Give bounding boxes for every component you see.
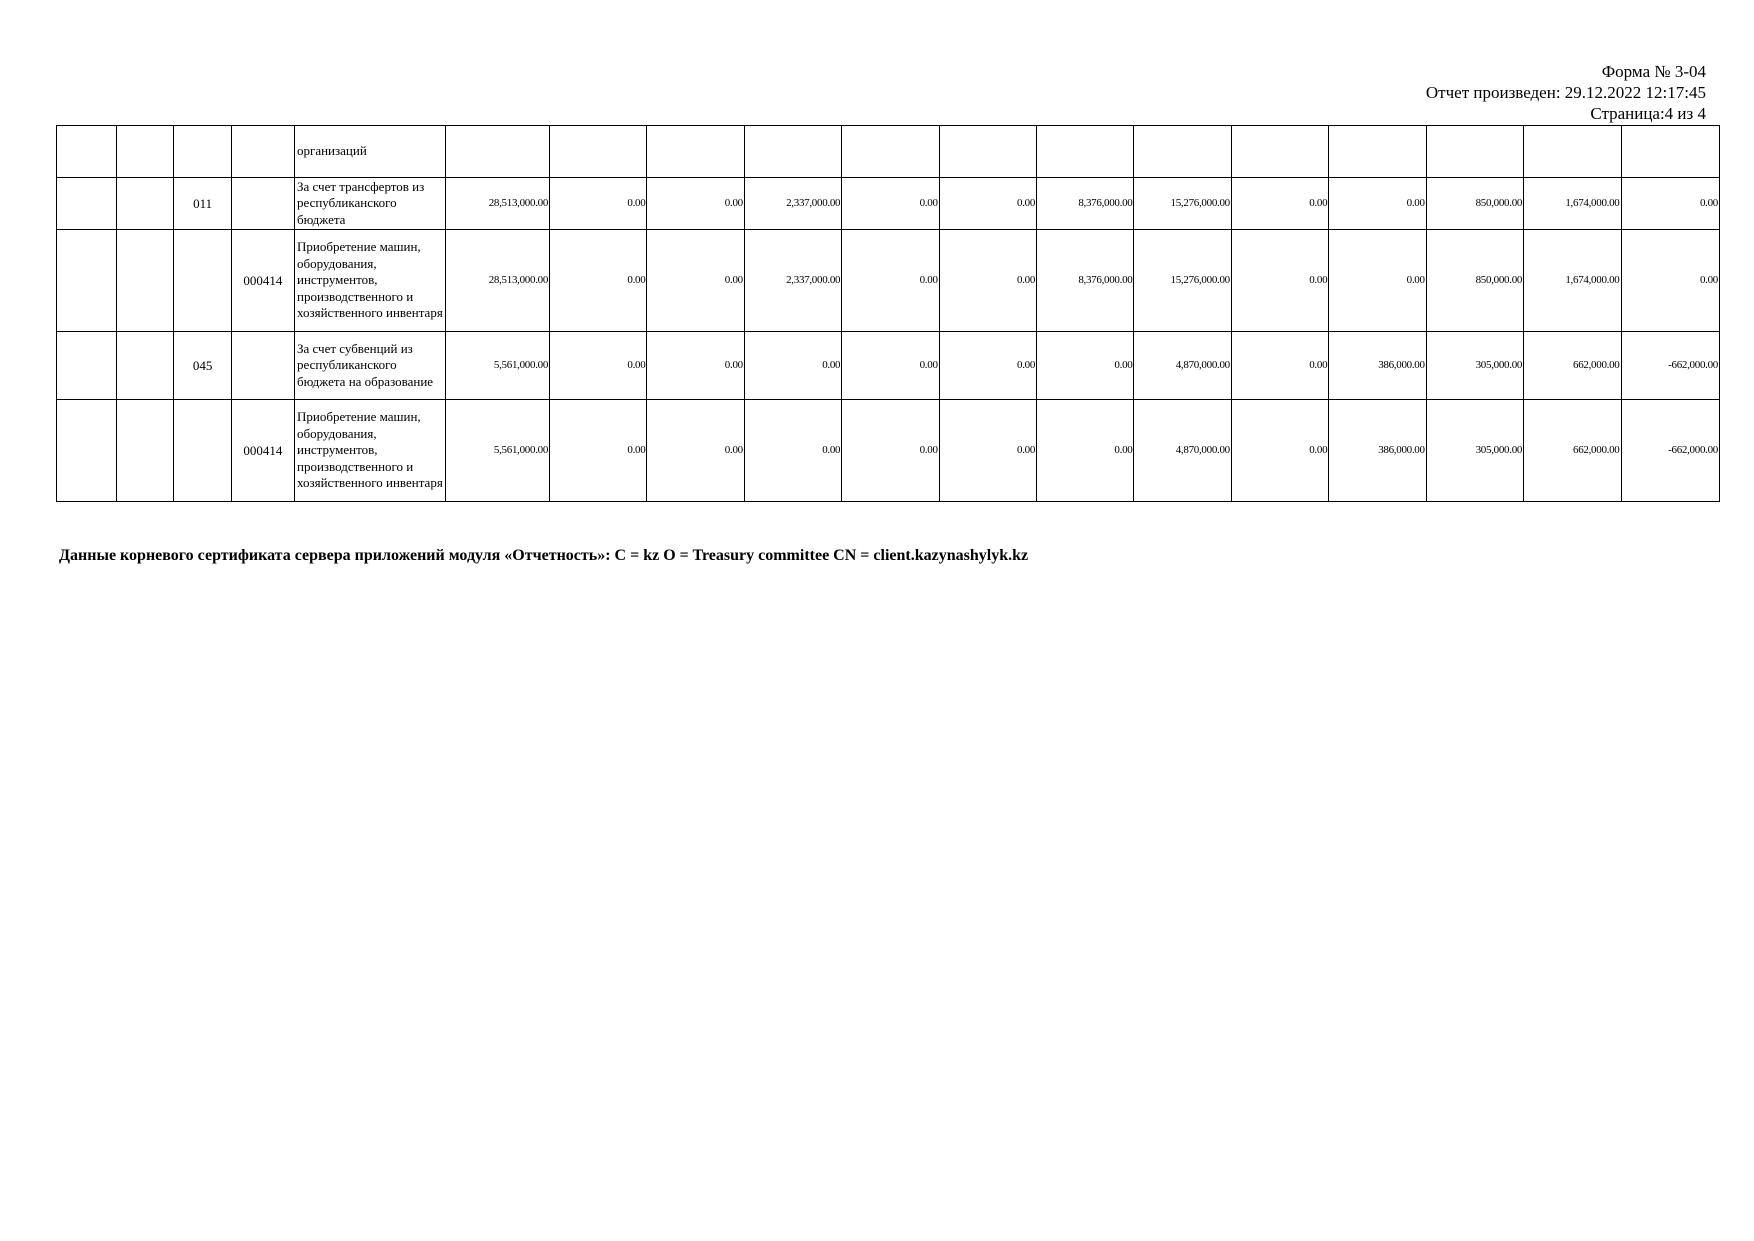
amount-cell: 1,674,000.00	[1524, 178, 1621, 230]
amount-cell: 0.00	[1231, 400, 1328, 502]
amount-cell: 305,000.00	[1426, 332, 1523, 400]
amount-cell	[842, 126, 939, 178]
amount-cell	[1134, 126, 1231, 178]
table-row	[57, 332, 1720, 400]
amount-cell: 2,337,000.00	[744, 178, 841, 230]
col-2-cell	[117, 230, 174, 332]
amount-cell	[647, 126, 744, 178]
amount-cell: 0.00	[647, 332, 744, 400]
amount-cell: 386,000.00	[1329, 400, 1426, 502]
amount-cell: -662,000.00	[1621, 332, 1719, 400]
amount-cell: 4,870,000.00	[1134, 400, 1231, 502]
certificate-note: Данные корневого сертификата сервера приложений модуля «Отчетность»: C = kz O = Treasury committee CN = client.kazynashylyk.kz	[59, 547, 1029, 564]
amount-cell: 8,376,000.00	[1037, 230, 1134, 332]
form-number: Форма № 3-04	[1601, 62, 1706, 81]
amount-cell: 0.00	[647, 178, 744, 230]
col-1-cell	[57, 230, 117, 332]
amount-cell: 28,513,000.00	[445, 230, 549, 332]
amount-cell: 0.00	[842, 178, 939, 230]
amount-cell	[1329, 126, 1426, 178]
amount-cell: 0.00	[1231, 332, 1328, 400]
amount-cell	[550, 126, 647, 178]
col-1-cell	[57, 400, 117, 502]
specifics-code-cell	[231, 178, 294, 230]
amount-cell	[1231, 126, 1328, 178]
amount-cell: 0.00	[842, 332, 939, 400]
amount-cell: 850,000.00	[1426, 230, 1523, 332]
amount-cell: 0.00	[550, 332, 647, 400]
amount-cell: 0.00	[842, 400, 939, 502]
description-cell: За счет субвенций из республиканского бюджета на образование	[294, 332, 445, 400]
amount-cell: 0.00	[550, 400, 647, 502]
amount-cell: 0.00	[1329, 178, 1426, 230]
amount-cell: 0.00	[1037, 332, 1134, 400]
amount-cell: 0.00	[1329, 230, 1426, 332]
amount-cell: 0.00	[1037, 400, 1134, 502]
col-2-cell	[117, 126, 174, 178]
specifics-code-cell: 000414	[231, 230, 294, 332]
amount-cell: 0.00	[550, 230, 647, 332]
amount-cell: -662,000.00	[1621, 400, 1719, 502]
generated-timestamp: Отчет произведен: 29.12.2022 12:17:45	[1425, 83, 1706, 102]
amount-cell: 662,000.00	[1524, 332, 1621, 400]
amount-cell: 0.00	[842, 230, 939, 332]
description-cell: организаций	[294, 126, 445, 178]
table-row	[57, 230, 1720, 332]
page-indicator: Страница:4 из 4	[1590, 104, 1706, 123]
amount-cell: 0.00	[550, 178, 647, 230]
amount-cell: 850,000.00	[1426, 178, 1523, 230]
amount-cell: 0.00	[744, 332, 841, 400]
amount-cell: 0.00	[939, 400, 1036, 502]
amount-cell: 15,276,000.00	[1134, 230, 1231, 332]
col-1-cell	[57, 178, 117, 230]
col-2-cell	[117, 332, 174, 400]
amount-cell: 5,561,000.00	[445, 332, 549, 400]
col-2-cell	[117, 400, 174, 502]
amount-cell: 2,337,000.00	[744, 230, 841, 332]
amount-cell: 28,513,000.00	[445, 178, 549, 230]
col-1-cell	[57, 126, 117, 178]
program-code-cell	[174, 126, 231, 178]
table-row	[57, 178, 1720, 230]
description-cell: Приобретение машин, оборудования, инструментов, производственного и хозяйственного инвентаря	[294, 230, 445, 332]
amount-cell	[939, 126, 1036, 178]
amount-cell: 386,000.00	[1329, 332, 1426, 400]
report-table	[56, 125, 1720, 502]
amount-cell	[744, 126, 841, 178]
description-cell: Приобретение машин, оборудования, инструментов, производственного и хозяйственного инвентаря	[294, 400, 445, 502]
amount-cell	[1621, 126, 1719, 178]
amount-cell: 0.00	[939, 230, 1036, 332]
report-header	[1426, 61, 1706, 124]
amount-cell	[1524, 126, 1621, 178]
amount-cell: 8,376,000.00	[1037, 178, 1134, 230]
amount-cell: 15,276,000.00	[1134, 178, 1231, 230]
col-2-cell	[117, 178, 174, 230]
amount-cell	[1037, 126, 1134, 178]
description-cell: За счет трансфертов из республиканского бюджета	[294, 178, 445, 230]
specifics-code-cell	[231, 126, 294, 178]
amount-cell: 4,870,000.00	[1134, 332, 1231, 400]
amount-cell: 0.00	[1621, 178, 1719, 230]
report-table-body	[57, 126, 1720, 502]
specifics-code-cell: 000414	[231, 400, 294, 502]
program-code-cell: 045	[174, 332, 231, 400]
col-1-cell	[57, 332, 117, 400]
amount-cell: 0.00	[744, 400, 841, 502]
program-code-cell	[174, 400, 231, 502]
amount-cell	[1426, 126, 1523, 178]
table-row	[57, 126, 1720, 178]
specifics-code-cell	[231, 332, 294, 400]
table-row	[57, 400, 1720, 502]
amount-cell: 0.00	[1231, 178, 1328, 230]
amount-cell: 0.00	[939, 178, 1036, 230]
amount-cell: 0.00	[1621, 230, 1719, 332]
amount-cell: 0.00	[939, 332, 1036, 400]
amount-cell: 305,000.00	[1426, 400, 1523, 502]
amount-cell: 1,674,000.00	[1524, 230, 1621, 332]
amount-cell: 0.00	[647, 230, 744, 332]
amount-cell: 0.00	[647, 400, 744, 502]
amount-cell: 0.00	[1231, 230, 1328, 332]
amount-cell	[445, 126, 549, 178]
program-code-cell	[174, 230, 231, 332]
program-code-cell: 011	[174, 178, 231, 230]
amount-cell: 5,561,000.00	[445, 400, 549, 502]
amount-cell: 662,000.00	[1524, 400, 1621, 502]
